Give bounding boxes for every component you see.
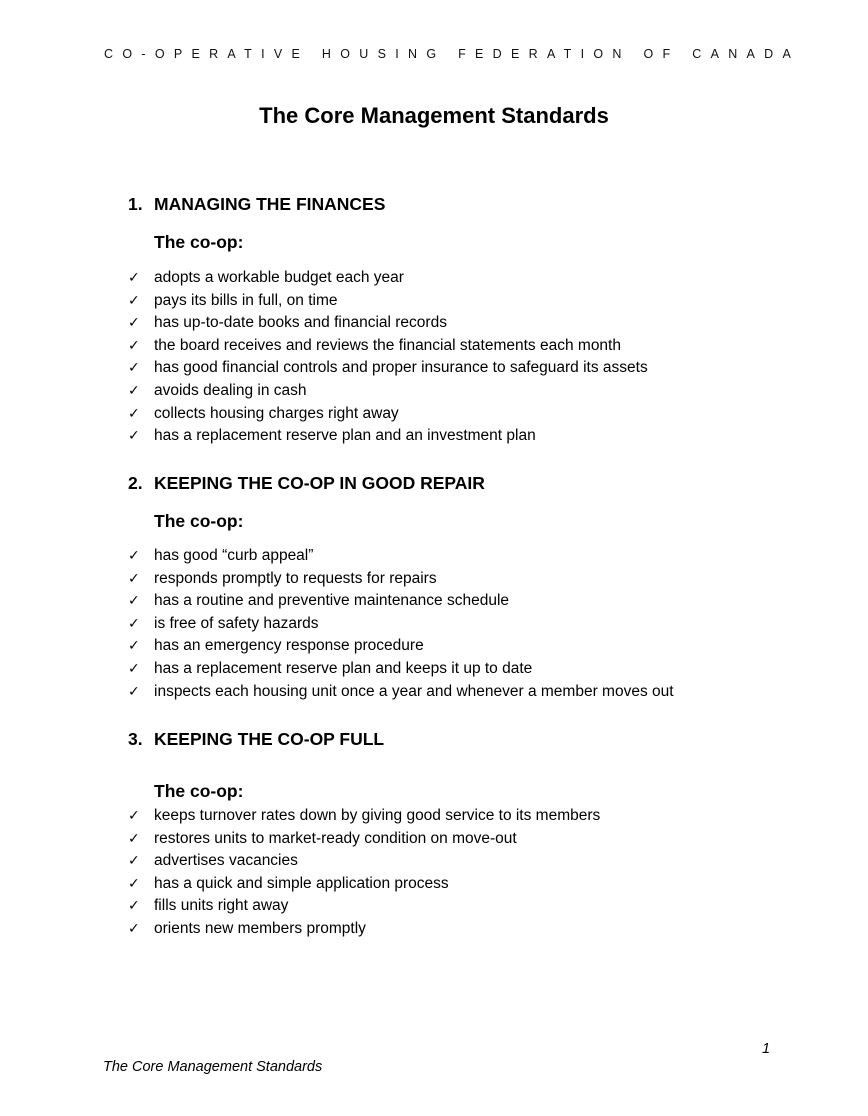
checklist-item — [128, 681, 674, 704]
checklist-item-text: fills units right away — [154, 897, 289, 915]
checklist-item-text: has a replacement reserve plan and an investment plan — [154, 427, 536, 445]
checklist-item-text: has a routine and preventive maintenance schedule — [154, 592, 510, 610]
checklist-item-text: restores units to market-ready condition on move-out — [154, 829, 517, 847]
checklist-item — [128, 267, 648, 290]
checklist-item-text: collects housing charges right away — [154, 404, 399, 422]
checklist-item — [128, 290, 648, 313]
checklist-item-text: keeps turnover rates down by giving good service to its members — [154, 807, 601, 824]
section-subheading: The co-op: — [154, 781, 244, 801]
section-finances — [128, 193, 828, 453]
checklist — [128, 267, 648, 448]
checklist-item-text: inspects each housing unit once a year and whenever a member moves out — [154, 682, 674, 700]
section-heading — [128, 472, 828, 494]
checklist-item — [128, 658, 674, 681]
checklist-item-text: responds promptly to requests for repairs — [154, 569, 437, 587]
checklist-item — [128, 918, 600, 941]
checklist-item-text: has a quick and simple application process — [154, 874, 449, 892]
checkmark-icon: ✓ — [128, 808, 140, 824]
checklist-item — [128, 590, 674, 613]
checklist-item — [128, 873, 600, 896]
page-number: 1 — [762, 1041, 771, 1057]
checkmark-icon: ✓ — [128, 337, 140, 354]
checkmark-icon: ✓ — [128, 660, 140, 677]
checkmark-icon: ✓ — [128, 405, 140, 422]
checkmark-icon: ✓ — [128, 615, 140, 632]
checkmark-icon: ✓ — [128, 382, 140, 399]
checklist-item-text: pays its bills in full, on time — [154, 291, 338, 309]
checkmark-icon: ✓ — [128, 638, 140, 655]
checklist — [128, 805, 600, 941]
section-title: KEEPING THE CO-OP FULL — [154, 729, 385, 749]
checklist-item-text: has an emergency response procedure — [154, 637, 424, 655]
checkmark-icon: ✓ — [128, 570, 140, 587]
checklist-item — [128, 357, 648, 380]
section-subheading: The co-op: — [154, 232, 244, 252]
checklist-item-text: has up-to-date books and financial records — [154, 314, 447, 332]
section-title: MANAGING THE FINANCES — [154, 194, 386, 214]
checkmark-icon: ✓ — [128, 593, 140, 610]
checkmark-icon: ✓ — [128, 548, 140, 564]
checklist-item — [128, 828, 600, 851]
section-number: 1. — [128, 194, 143, 214]
checklist-item-text: has good “curb appeal” — [154, 547, 314, 564]
checkmark-icon: ✓ — [128, 898, 140, 915]
section-full — [128, 728, 828, 948]
section-title: KEEPING THE CO-OP IN GOOD REPAIR — [154, 473, 485, 493]
checklist-item-text: has good financial controls and proper insurance to safeguard its assets — [154, 359, 648, 377]
organization-header: CO-OPERATIVE HOUSING FEDERATION OF CANADA — [104, 47, 801, 61]
checklist-item — [128, 635, 674, 658]
checkmark-icon: ✓ — [128, 315, 140, 332]
checklist-item — [128, 613, 674, 636]
checklist-item-text: is free of safety hazards — [154, 614, 319, 632]
checklist-item — [128, 312, 648, 335]
section-number: 3. — [128, 729, 143, 749]
checklist-item — [128, 568, 674, 591]
checklist-item — [128, 545, 674, 568]
checklist — [128, 545, 674, 703]
checkmark-icon: ✓ — [128, 270, 140, 286]
checkmark-icon: ✓ — [128, 360, 140, 377]
section-heading — [128, 728, 828, 750]
checklist-item-text: adopts a workable budget each year — [154, 269, 404, 286]
checkmark-icon: ✓ — [128, 853, 140, 870]
checklist-item-text: has a replacement reserve plan and keeps it up to date — [154, 659, 533, 677]
checkmark-icon: ✓ — [128, 428, 140, 445]
checklist-item — [128, 403, 648, 426]
section-subheading: The co-op: — [154, 511, 244, 531]
section-repair — [128, 472, 828, 712]
checkmark-icon: ✓ — [128, 292, 140, 309]
checkmark-icon: ✓ — [128, 920, 140, 937]
checklist-item — [128, 895, 600, 918]
checklist-item-text: the board receives and reviews the financial statements each month — [154, 336, 621, 354]
checklist-item — [128, 380, 648, 403]
checklist-item-text: avoids dealing in cash — [154, 381, 307, 399]
checkmark-icon: ✓ — [128, 875, 140, 892]
checklist-item — [128, 335, 648, 358]
section-heading — [128, 193, 828, 215]
checklist-item-text: advertises vacancies — [154, 852, 298, 870]
checklist-item — [128, 425, 648, 448]
checklist-item — [128, 805, 600, 828]
page-title: The Core Management Standards — [259, 103, 609, 128]
section-number: 2. — [128, 473, 143, 493]
checklist-item — [128, 850, 600, 873]
checklist-item-text: orients new members promptly — [154, 919, 366, 937]
checkmark-icon: ✓ — [128, 683, 140, 700]
checkmark-icon: ✓ — [128, 830, 140, 847]
footer-title: The Core Management Standards — [103, 1059, 323, 1075]
